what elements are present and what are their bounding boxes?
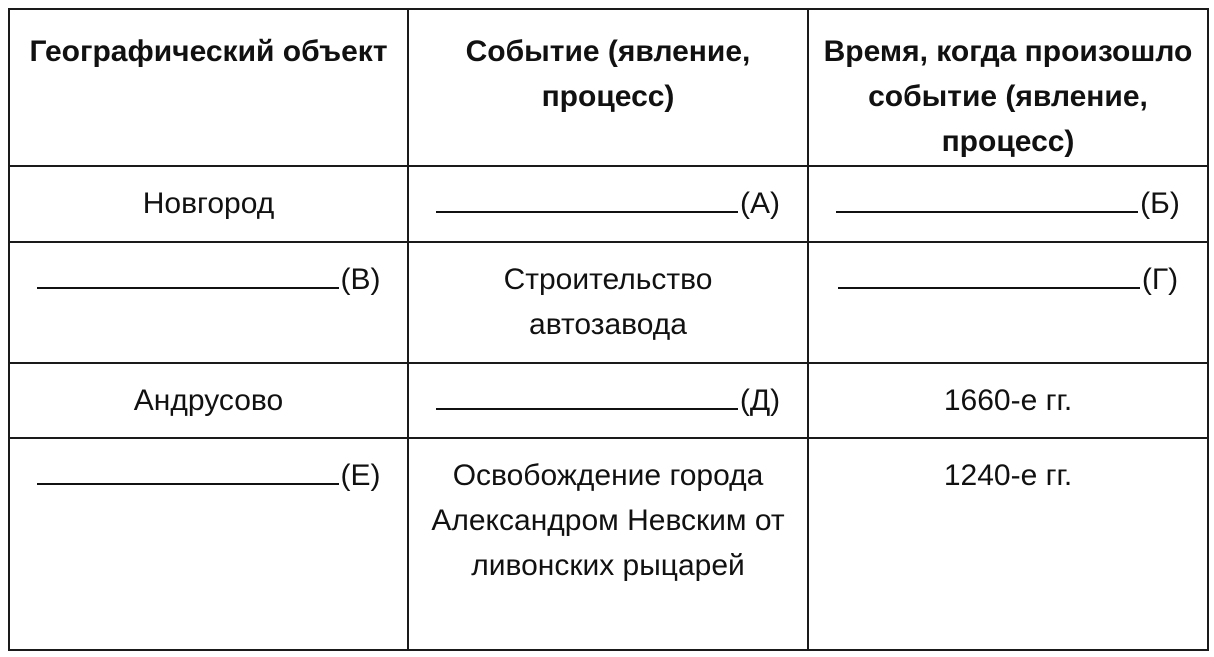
blank-label: (Е) [340, 458, 381, 492]
cell-object-blank [9, 242, 408, 363]
answer-blank-line [37, 257, 339, 289]
cell-time-blank [808, 242, 1208, 363]
table-row [9, 363, 1208, 438]
blank-label: (В) [340, 263, 381, 297]
cell-event: Освобождение города Александром Невским от ливонских рыцарей [408, 438, 808, 650]
cell-event: Строительство автозавода [408, 242, 808, 363]
answer-blank-line [436, 378, 738, 410]
header-event: Событие (явление, процесс) [408, 9, 808, 166]
blank-label: (Б) [1140, 187, 1180, 221]
answer-blank-line [836, 181, 1138, 213]
blank-label: (А) [740, 187, 780, 221]
header-geographic-object: Географический объект [9, 9, 408, 166]
cell-object: Андрусово [9, 363, 408, 438]
cell-event-blank [408, 363, 808, 438]
table-row [9, 242, 1208, 363]
header-time: Время, когда произошло событие (явление, процесс) [808, 9, 1208, 166]
answer-blank-line [37, 453, 339, 485]
cell-time: 1660-е гг. [808, 363, 1208, 438]
blank-label: (Д) [739, 384, 781, 418]
answer-blank-line [838, 257, 1140, 289]
cell-time: 1240-е гг. [808, 438, 1208, 650]
table-row [9, 438, 1208, 650]
cell-object-blank [9, 438, 408, 650]
table-row [9, 166, 1208, 242]
answer-blank-line [436, 181, 738, 213]
blank-label: (Г) [1141, 263, 1179, 297]
cell-event-blank [408, 166, 808, 242]
cell-object: Новгород [9, 166, 408, 242]
header-row [9, 9, 1208, 166]
geography-history-table [8, 8, 1209, 651]
cell-time-blank [808, 166, 1208, 242]
